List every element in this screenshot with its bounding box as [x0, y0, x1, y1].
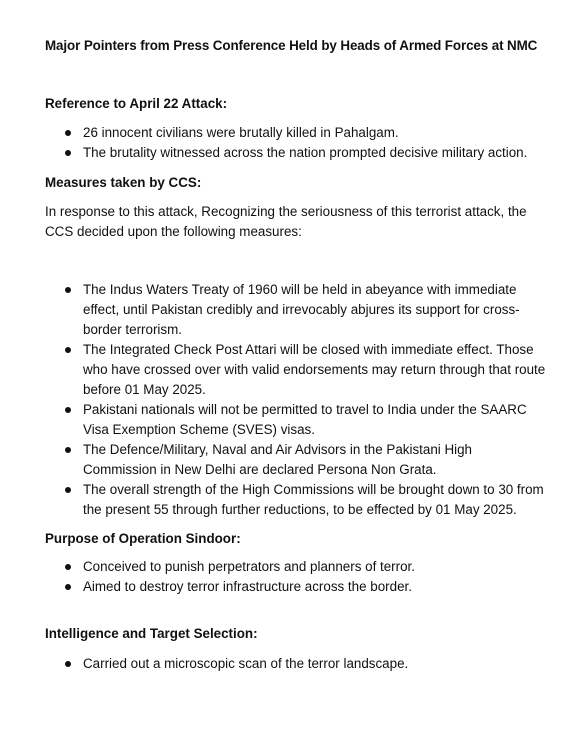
list-item: [45, 280, 555, 340]
list-item-text: The overall strength of the High Commissions will be brought down to 30 from the present 55 through further reductions, to be effected by 01 May 2025.: [83, 482, 544, 517]
heading-intelligence: Intelligence and Target Selection:: [45, 626, 258, 641]
list-purpose: [45, 557, 555, 597]
list-item-text: The brutality witnessed across the nation prompted decisive military action.: [83, 145, 528, 160]
list-item: [45, 123, 555, 143]
measures-intro: In response to this attack, Recognizing the seriousness of this terrorist attack, the CCS decided upon the following measures:: [45, 204, 527, 239]
list-item: [45, 557, 555, 577]
heading-purpose: Purpose of Operation Sindoor:: [45, 531, 241, 546]
bullet-icon: [65, 150, 71, 156]
list-item-text: Carried out a microscopic scan of the terror landscape.: [83, 656, 409, 671]
heading-reference: Reference to April 22 Attack:: [45, 96, 228, 111]
bullet-icon: [65, 447, 71, 453]
bullet-icon: [65, 407, 71, 413]
list-measures: [45, 280, 555, 520]
list-item: [45, 340, 555, 400]
list-intelligence: [45, 654, 555, 674]
document-title: Major Pointers from Press Conference Held by Heads of Armed Forces at NMC: [45, 38, 538, 53]
heading-measures: Measures taken by CCS:: [45, 175, 202, 190]
bullet-icon: [65, 661, 71, 667]
bullet-icon: [65, 347, 71, 353]
list-item-text: The Defence/Military, Naval and Air Advisors in the Pakistani High Commission in New Delhi are declared Persona Non Grata.: [83, 442, 473, 477]
list-item: [45, 654, 555, 674]
list-item: [45, 577, 555, 597]
list-item-text: Conceived to punish perpetrators and planners of terror.: [83, 559, 415, 574]
list-item: [45, 440, 555, 480]
bullet-icon: [65, 564, 71, 570]
list-item-text: The Indus Waters Treaty of 1960 will be held in abeyance with immediate effect, until Pakistan credibly and irrevocably abjures its support for cross-border terrorism.: [83, 282, 520, 337]
bullet-icon: [65, 584, 71, 590]
list-item-text: Pakistani nationals will not be permitted to travel to India under the SAARC Visa Exemption Scheme (SVES) visas.: [83, 402, 527, 437]
bullet-icon: [65, 130, 71, 136]
list-item-text: The Integrated Check Post Attari will be closed with immediate effect. Those who have crossed over with valid endorsements may return through that route before 01 May 2025.: [83, 342, 546, 397]
bullet-icon: [65, 487, 71, 493]
bullet-icon: [65, 287, 71, 293]
list-item-text: 26 innocent civilians were brutally killed in Pahalgam.: [83, 125, 399, 140]
list-reference: [45, 123, 555, 163]
list-item: [45, 143, 555, 163]
list-item: [45, 480, 555, 520]
list-item: [45, 400, 555, 440]
list-item-text: Aimed to destroy terror infrastructure across the border.: [83, 579, 412, 594]
